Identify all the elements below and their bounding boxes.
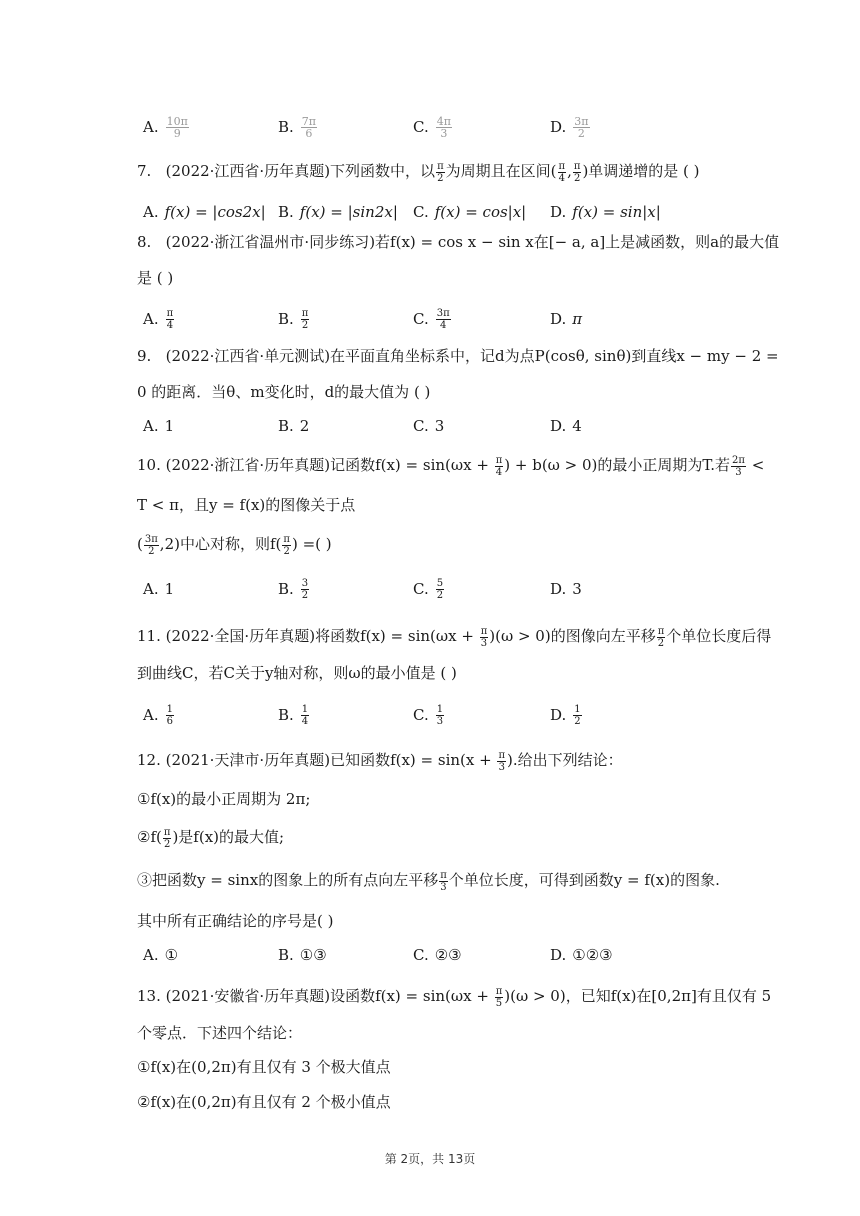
question-source: (2022·江西省·历年真题): [165, 162, 331, 180]
q10-option-b[interactable]: B. 3 2: [278, 577, 309, 601]
q11-option-c[interactable]: C. 1 3: [413, 703, 444, 727]
option-label: A.: [143, 118, 159, 136]
option-label: C.: [413, 118, 429, 136]
option-fraction: 4π 3: [436, 114, 451, 140]
q9-stem: 9. (2022·江西省·单元测试)在平面直角坐标系中，记d为点P(cosθ, sinθ)到直线x − my − 2 =: [137, 347, 779, 365]
q8-stem: 8. (2022·浙江省温州市·同步练习)若f(x) = cos x − sin x在[− a, a]上是减函数，则a的最大值: [137, 233, 780, 251]
q11-option-b[interactable]: B. 1 4: [278, 703, 309, 727]
option-label: B.: [278, 118, 294, 136]
q13-stem: 13. (2021·安徽省·历年真题)设函数f(x) = sin(ωx + $\frac{\pi}{5}$ )(ω > 0)，已知f(x)在[0,2π]有且仅有 5: [137, 985, 772, 1009]
q6-option-d[interactable]: [550, 112, 591, 142]
q7-options: [143, 197, 783, 227]
fraction: $\frac{\pi}{2}$: [437, 160, 444, 184]
q13-stem-line2: 个零点．下述四个结论：: [137, 1024, 303, 1042]
q11-stem: 11. (2022·全国·历年真题)将函数f(x) = sin(ωx + $\frac{\pi}{3}$ )(ω > 0)的图像向左平移 $\frac{\pi}{2}$ 个单位长度后得: [137, 625, 772, 649]
question-number: 8.: [137, 233, 152, 251]
q11-option-d[interactable]: D. 1 2: [550, 703, 581, 727]
q6-option-c[interactable]: [413, 112, 453, 142]
q12-statement-2: ②f( $\frac{\pi}{2}$ )是f(x)的最大值;: [137, 826, 285, 850]
q9-stem-line2: 0 的距离．当θ、m变化时，d的最大值为 ( ): [137, 383, 431, 401]
q9-option-c[interactable]: C. 3: [413, 417, 445, 435]
q9-option-d[interactable]: D. 4: [550, 417, 582, 435]
q10-stem-line3: ( $\frac{3\pi}{2}$ ,2)中心对称，则f( $\frac{\pi}{2}$ ) =( ): [137, 533, 332, 557]
q8-option-b[interactable]: B. π 2: [278, 307, 309, 331]
question-number: 11.: [137, 627, 161, 645]
q11-options: [143, 700, 783, 730]
q12-options: [143, 940, 783, 970]
q9-option-a[interactable]: A. 1: [143, 417, 175, 435]
q6-option-a[interactable]: [143, 112, 190, 142]
q12-option-b[interactable]: B. ①③: [278, 946, 327, 964]
question-number: 13.: [137, 987, 161, 1005]
question-number: 7.: [137, 162, 152, 180]
q8-option-d[interactable]: D. π: [550, 310, 583, 328]
q7-option-d[interactable]: D. f(x) = sin|x|: [550, 203, 661, 221]
q11-stem-line2: 到曲线C，若C关于y轴对称，则ω的最小值是 ( ): [137, 664, 457, 682]
fraction: $\frac{\pi}{4}$: [558, 160, 566, 184]
q12-option-c[interactable]: C. ②③: [413, 946, 462, 964]
q13-statement-1: ①f(x)在(0,2π)有且仅有 3 个极大值点: [137, 1058, 391, 1076]
q12-option-a[interactable]: A. ①: [143, 946, 179, 964]
q8-options: [143, 304, 783, 334]
q10-option-c[interactable]: C. 5 2: [413, 577, 444, 601]
q8-option-a[interactable]: A. π 4: [143, 307, 174, 331]
question-source: (2022·浙江省温州市·同步练习): [165, 233, 376, 251]
q7-option-c[interactable]: C. f(x) = cos|x|: [413, 203, 527, 221]
q10-option-d[interactable]: D. 3: [550, 580, 582, 598]
option-fraction: 10π 9: [166, 114, 188, 140]
option-label: D.: [550, 118, 567, 136]
q7-stem: 7. (2022·江西省·历年真题)下列函数中，以 $\frac{\pi}{2}$ 为周期且在区间( $\frac{\pi}{4}$ , $\frac{\pi}{2}$ )单调递增的是 ( ): [137, 160, 700, 184]
q6-options: [143, 112, 783, 142]
q10-stem: 10. (2022·浙江省·历年真题)记函数f(x) = sin(ωx + $\frac{\pi}{4}$ ) + b(ω > 0)的最小正周期为T.若 $\frac{2\pi}{3}$ <: [137, 454, 765, 478]
q12-ask: 其中所有正确结论的序号是( ): [137, 912, 334, 930]
option-fraction: 3π 2: [574, 114, 589, 140]
fraction: $\frac{\pi}{2}$: [573, 160, 581, 184]
q10-option-a[interactable]: A. 1: [143, 580, 175, 598]
question-source: (2021·天津市·历年真题): [165, 751, 331, 769]
question-source: (2022·浙江省·历年真题): [165, 456, 331, 474]
q10-options: [143, 574, 783, 604]
question-number: 9.: [137, 347, 152, 365]
q12-statement-1: ①f(x)的最小正周期为 2π;: [137, 790, 311, 808]
question-source: (2022·全国·历年真题): [165, 627, 316, 645]
q12-stem: 12. (2021·天津市·历年真题)已知函数f(x) = sin(x + $\frac{\pi}{3}$ ).给出下列结论：: [137, 749, 623, 773]
q9-option-b[interactable]: B. 2: [278, 417, 310, 435]
question-source: (2022·江西省·单元测试): [165, 347, 331, 365]
q9-options: [143, 411, 783, 441]
q11-option-a[interactable]: A. 1 6: [143, 703, 173, 727]
question-number: 10.: [137, 456, 161, 474]
q6-option-b[interactable]: [278, 112, 318, 142]
question-source: (2021·安徽省·历年真题): [165, 987, 331, 1005]
q8-stem-line2: 是 ( ): [137, 269, 174, 287]
q8-option-c[interactable]: C. 3π 4: [413, 307, 450, 331]
q10-stem-line2: T < π，且y = f(x)的图像关于点: [137, 496, 356, 514]
page-footer: 第 2页，共 13页: [384, 1152, 476, 1166]
q7-option-b[interactable]: B. f(x) = |sin2x|: [278, 203, 398, 221]
option-fraction: 7π 6: [301, 114, 317, 140]
question-number: 12.: [137, 751, 161, 769]
q7-option-a[interactable]: A. f(x) = |cos2x|: [143, 203, 266, 221]
q12-statement-3: ③把函数y = sinx的图象上的所有点向左平移 $\frac{\pi}{3}$ 个单位长度，可得到函数y = f(x)的图象.: [137, 869, 720, 893]
q12-option-d[interactable]: D. ①②③: [550, 946, 613, 964]
q13-statement-2: ②f(x)在(0,2π)有且仅有 2 个极小值点: [137, 1093, 391, 1111]
